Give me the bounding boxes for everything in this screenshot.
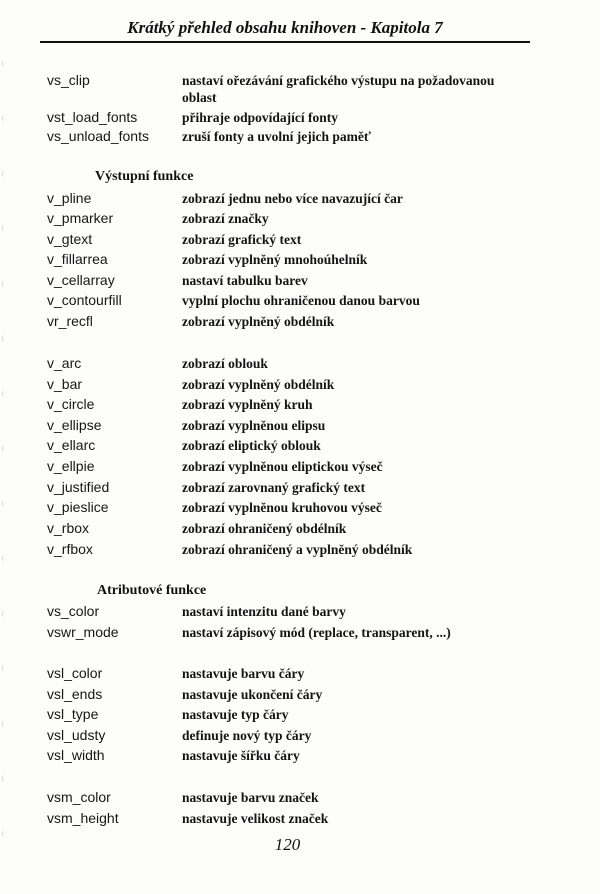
function-name: v_pline bbox=[47, 190, 92, 206]
function-name: v_fillarrea bbox=[47, 251, 108, 267]
function-name: v_justified bbox=[47, 479, 110, 495]
function-name: v_ellarc bbox=[47, 437, 96, 453]
function-description: zobrazí vyplněnou eliptickou výseč bbox=[182, 459, 383, 474]
entry-row bbox=[0, 665, 600, 685]
entry-row bbox=[0, 292, 600, 312]
function-description: nastaví tabulku barev bbox=[182, 273, 308, 288]
function-name: v_ellpie bbox=[47, 458, 95, 474]
function-description: nastavuje šířku čáry bbox=[182, 748, 300, 763]
function-name: v_gtext bbox=[47, 231, 93, 247]
section-heading-attributes: Atributové funkce bbox=[97, 583, 207, 598]
function-name: vsm_color bbox=[47, 789, 111, 805]
function-name: vs_color bbox=[47, 603, 100, 619]
function-name: vst_load_fonts bbox=[47, 109, 138, 125]
function-description: zobrazí vyplněný kruh bbox=[182, 397, 313, 412]
function-description: nastaví intenzitu dané barvy bbox=[182, 604, 346, 619]
function-name: vsl_color bbox=[47, 665, 103, 681]
entry-row bbox=[0, 190, 600, 210]
function-name: v_cellarray bbox=[47, 272, 115, 288]
entry-row bbox=[0, 313, 600, 333]
entry-row bbox=[0, 72, 600, 105]
entry-row bbox=[0, 417, 600, 437]
function-description: vyplní plochu ohraničenou danou barvou bbox=[182, 293, 420, 308]
entry-row bbox=[0, 355, 600, 375]
function-description: zobrazí ohraničený a vyplněný obdélník bbox=[182, 542, 413, 557]
function-name: vsl_width bbox=[47, 747, 105, 763]
function-description: zobrazí vyplněný obdélník bbox=[182, 377, 335, 392]
function-name: vsl_ends bbox=[47, 686, 103, 702]
entry-row bbox=[0, 458, 600, 478]
entry-row bbox=[0, 541, 600, 561]
entry-row bbox=[0, 706, 600, 726]
function-name: vs_clip bbox=[47, 72, 90, 88]
function-name: v_pieslice bbox=[47, 499, 109, 515]
function-name: v_ellipse bbox=[47, 417, 102, 433]
function-description: nastavuje ukončení čáry bbox=[182, 687, 323, 702]
function-description: nastavuje velikost značek bbox=[182, 811, 329, 826]
function-name: vsl_type bbox=[47, 706, 99, 722]
entry-row bbox=[0, 437, 600, 457]
function-description: zobrazí ohraničený obdélník bbox=[182, 521, 347, 536]
function-description: přihraje odpovídající fonty bbox=[182, 110, 339, 125]
function-description: zobrazí grafický text bbox=[182, 232, 302, 247]
entry-row bbox=[0, 727, 600, 747]
function-description: zobrazí jednu nebo více navazující čar bbox=[182, 191, 403, 206]
function-description: definuje nový typ čáry bbox=[182, 728, 312, 743]
function-description: zobrazí oblouk bbox=[182, 356, 268, 371]
function-name: vr_recfl bbox=[47, 313, 93, 329]
page-header: Krátký přehled obsahu knihoven - Kapitola 7 bbox=[127, 18, 443, 37]
section-heading-output: Výstupní funkce bbox=[95, 169, 194, 184]
header-rule bbox=[40, 41, 530, 43]
function-name: vswr_mode bbox=[47, 624, 119, 640]
function-name: v_rfbox bbox=[47, 541, 93, 557]
entry-row bbox=[0, 789, 600, 809]
function-name: v_circle bbox=[47, 396, 95, 412]
entry-row bbox=[0, 520, 600, 540]
entry-row bbox=[0, 624, 600, 644]
function-description: zruší fonty a uvolní jejich paměť bbox=[182, 129, 371, 144]
entry-row bbox=[0, 479, 600, 499]
function-description: zobrazí eliptický oblouk bbox=[182, 438, 321, 453]
function-name: vs_unload_fonts bbox=[47, 128, 149, 144]
entry-row bbox=[0, 210, 600, 230]
function-description: zobrazí zarovnaný grafický text bbox=[182, 480, 366, 495]
function-name: v_arc bbox=[47, 355, 82, 371]
function-name: v_contourfill bbox=[47, 292, 122, 308]
entry-row bbox=[0, 396, 600, 416]
function-description: nastavuje typ čáry bbox=[182, 707, 289, 722]
function-name: v_pmarker bbox=[47, 210, 114, 226]
function-name: vsm_height bbox=[47, 810, 119, 826]
function-description: zobrazí značky bbox=[182, 211, 269, 226]
function-description: zobrazí vyplněný obdélník bbox=[182, 314, 335, 329]
binding-marks bbox=[0, 60, 10, 860]
function-name: v_rbox bbox=[47, 520, 90, 536]
function-name: v_bar bbox=[47, 376, 83, 392]
page-number: 120 bbox=[274, 835, 301, 854]
entry-row bbox=[0, 272, 600, 292]
function-description: zobrazí vyplněný mnohoúhelník bbox=[182, 252, 368, 267]
function-description: zobrazí vyplněnou kruhovou výseč bbox=[182, 500, 382, 515]
entry-row bbox=[0, 686, 600, 706]
entry-row bbox=[0, 810, 600, 830]
entry-row bbox=[0, 499, 600, 519]
entry-row bbox=[0, 231, 600, 251]
entry-row bbox=[0, 109, 600, 129]
function-description: zobrazí vyplněnou elipsu bbox=[182, 418, 326, 433]
entry-row bbox=[0, 603, 600, 623]
function-description: nastavuje barvu značek bbox=[182, 790, 319, 805]
function-description: nastavuje barvu čáry bbox=[182, 666, 305, 681]
entry-row bbox=[0, 251, 600, 271]
function-description: nastaví zápisový mód (replace, transparent, ...) bbox=[182, 625, 451, 640]
function-name: vsl_udsty bbox=[47, 727, 106, 743]
function-description: nastaví ořezávání grafického výstupu na požadovanou oblast bbox=[182, 73, 495, 105]
entry-row bbox=[0, 128, 600, 148]
entry-row bbox=[0, 747, 600, 767]
entry-row bbox=[0, 376, 600, 396]
